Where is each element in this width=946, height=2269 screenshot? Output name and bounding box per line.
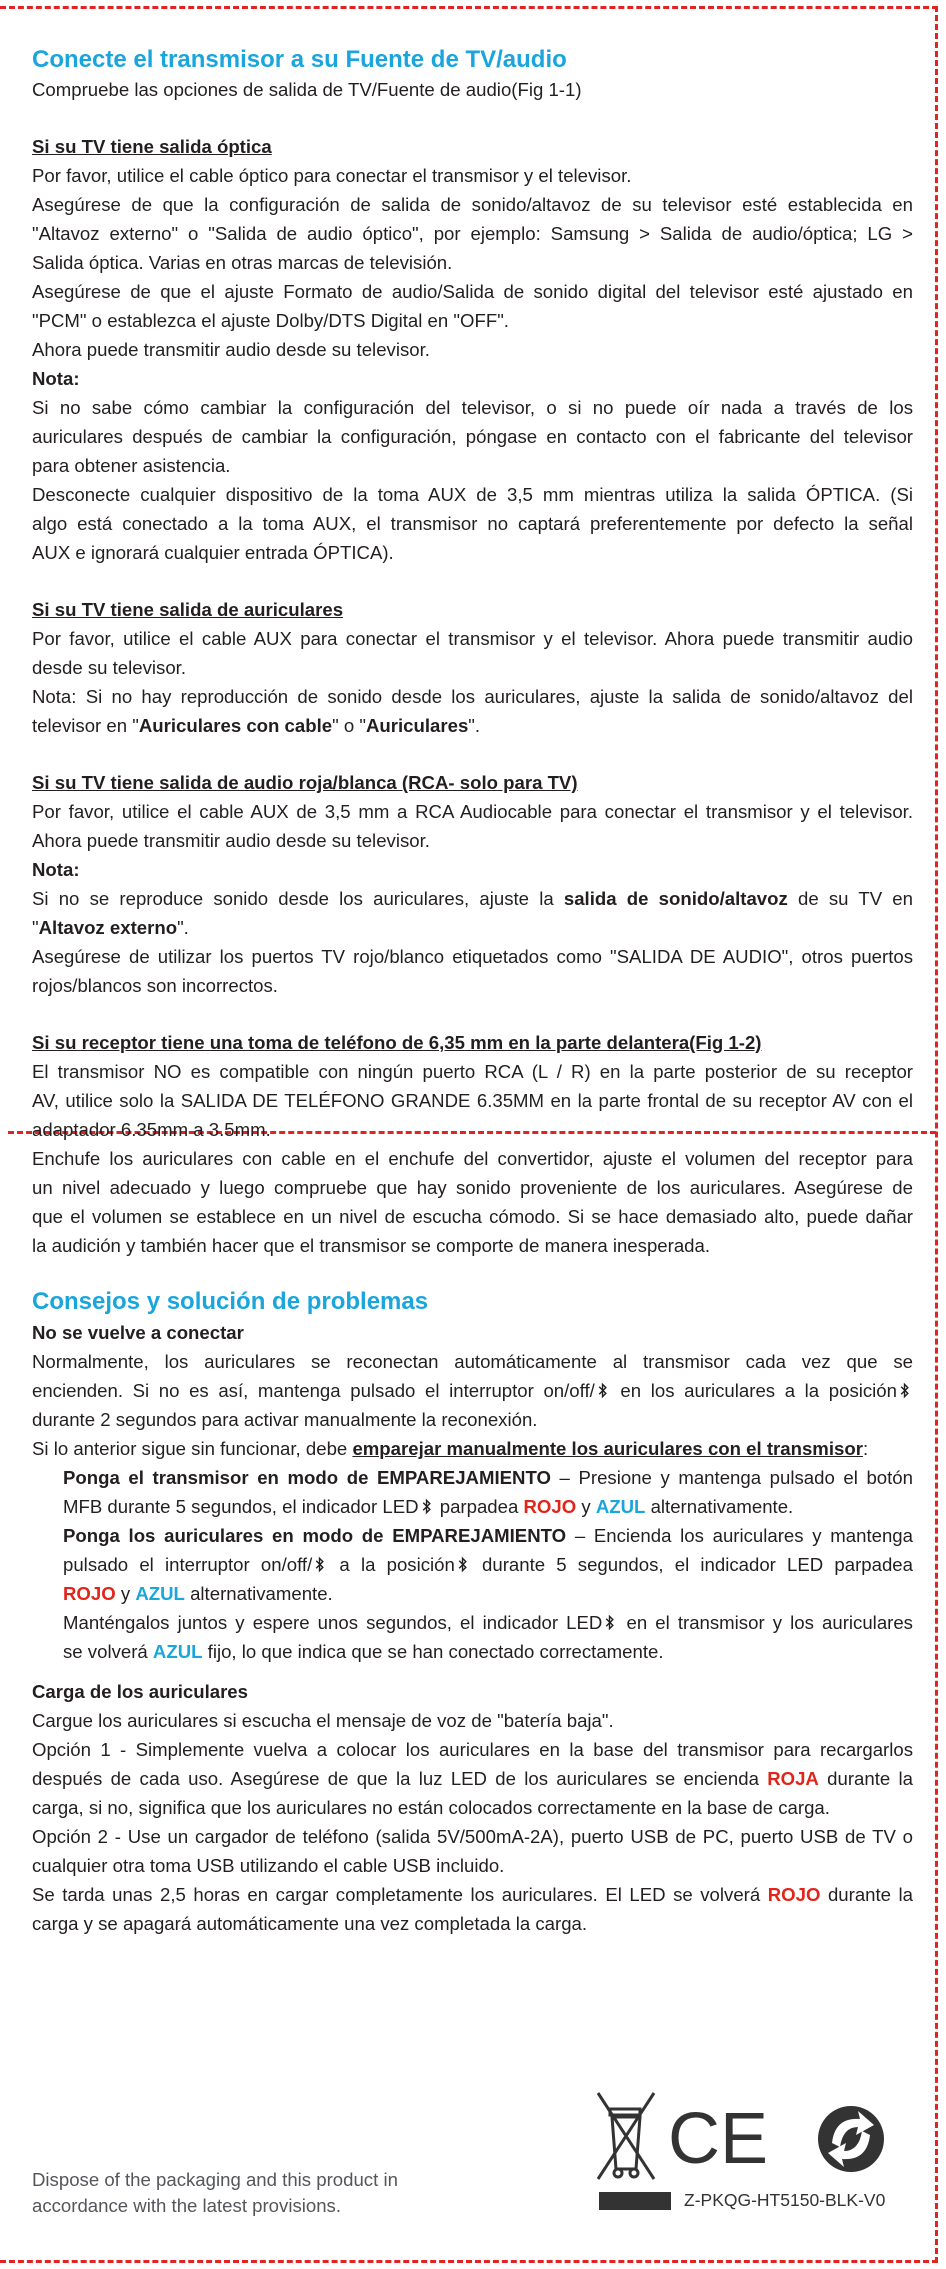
green-dot-recycle-icon xyxy=(818,2106,884,2172)
text-run: ". xyxy=(468,715,481,736)
pairing-step-line xyxy=(63,1463,913,1492)
receiver-line: un nivel adecuado y luego compruebe que hay sonido proveniente de los auriculares. Asegúrese de xyxy=(32,1177,913,1198)
text-run-bold: salida de sonido/altavoz xyxy=(563,888,788,909)
rca-line xyxy=(32,884,913,913)
bluetooth-icon xyxy=(458,1556,468,1573)
text-run-red: ROJO xyxy=(523,1496,577,1517)
optical-title: Si su TV tiene salida óptica xyxy=(32,136,272,157)
rca-line: Por favor, utilice el cable AUX de 3,5 mm a RCA Audiocable para conectar el transmisor y el televisor. xyxy=(32,801,913,822)
disposal-line: Dispose of the packaging and this product in xyxy=(32,2169,398,2190)
text-run: alternativamente. xyxy=(645,1496,794,1517)
text-run: Si lo anterior sigue sin funcionar, debe xyxy=(32,1438,353,1459)
section-heading-connect: Conecte el transmisor a su Fuente de TV/audio xyxy=(32,46,567,73)
charge-line: Cargue los auriculares si escucha el mensaje de voz de "batería baja". xyxy=(32,1710,614,1731)
disposal-line: accordance with the latest provisions. xyxy=(32,2195,342,2216)
text-run: televisor en " xyxy=(32,715,139,736)
optical-note-label: Nota: xyxy=(32,368,80,389)
text-run: después de cada uso. Asegúrese de que la luz LED de los auriculares se encienda xyxy=(32,1768,768,1789)
headphone-line: Por favor, utilice el cable AUX para conectar el transmisor y el televisor. Ahora puede transmitir audio xyxy=(32,628,913,649)
text-run-bold: Auriculares con cable xyxy=(138,715,333,736)
text-run: durante la xyxy=(818,1768,913,1789)
text-run: de su TV en xyxy=(787,888,913,909)
optical-line: Ahora puede transmitir audio desde su televisor. xyxy=(32,339,430,360)
text-run: en el transmisor y los auriculares xyxy=(618,1612,913,1633)
optical-line: "PCM" o establezca el ajuste Dolby/DTS Digital en "OFF". xyxy=(32,310,509,331)
section-subline: Compruebe las opciones de salida de TV/Fuente de audio(Fig 1-1) xyxy=(32,79,582,100)
reconnect-line: durante 2 segundos para activar manualmente la reconexión. xyxy=(32,1409,538,1430)
pairing-step-line xyxy=(63,1579,913,1608)
text-run-red: ROJA xyxy=(767,1768,819,1789)
text-run-red: ROJO xyxy=(767,1884,821,1905)
disposal-notice xyxy=(32,2167,532,2219)
charge-line: Opción 2 - Use un cargador de teléfono (salida 5V/500mA-2A), puerto USB de PC, puerto USB de TV o xyxy=(32,1826,913,1847)
optical-line: Por favor, utilice el cable óptico para conectar el transmisor y el televisor. xyxy=(32,165,632,186)
charge-line xyxy=(32,1880,913,1909)
text-run: parpadea xyxy=(434,1496,524,1517)
charge-title: Carga de los auriculares xyxy=(32,1681,248,1702)
receiver-line: Enchufe los auriculares con cable en el enchufe del convertidor, ajuste el volumen del receptor para xyxy=(32,1148,913,1169)
optical-line: Desconecte cualquier dispositivo de la toma AUX de 3,5 mm mientras utiliza la salida ÓPTICA. (Si xyxy=(32,484,913,505)
text-run: " o " xyxy=(332,715,366,736)
text-run: " xyxy=(32,917,39,938)
bluetooth-icon xyxy=(605,1614,615,1631)
rca-line: Ahora puede transmitir audio desde su televisor. xyxy=(32,830,430,851)
text-run-bold: Auriculares xyxy=(365,715,469,736)
barcode-block xyxy=(599,2192,671,2210)
text-run: ". xyxy=(177,917,189,938)
rca-line xyxy=(32,913,913,942)
reconnect-line xyxy=(32,1376,913,1405)
rca-line: Asegúrese de utilizar los puertos TV rojo/blanco etiquetados como "SALIDA DE AUDIO", otros puertos xyxy=(32,946,913,967)
rca-title: Si su TV tiene salida de audio roja/blanca (RCA- solo para TV) xyxy=(32,772,578,793)
optical-line: "Altavoz externo" o "Salida de audio óptico", por ejemplo: Samsung > Salida de audio/óptica; LG > xyxy=(32,223,913,244)
bluetooth-icon xyxy=(422,1498,432,1515)
charge-line: Opción 1 - Simplemente vuelva a colocar los auriculares en la base del transmisor para recargarlos xyxy=(32,1739,913,1760)
model-number: Z-PKQG-HT5150-BLK-V0 xyxy=(684,2190,886,2210)
charge-line: carga y se apagará automáticamente una vez completada la carga. xyxy=(32,1913,588,1934)
headphone-line xyxy=(32,711,913,740)
text-run: Se tarda unas 2,5 horas en cargar completamente los auriculares. El LED se volverá xyxy=(32,1884,768,1905)
cut-line-bottom xyxy=(0,2260,938,2263)
text-run: MFB durante 5 segundos, el indicador LED xyxy=(63,1496,419,1517)
text-run-underlined: emparejar manualmente los auriculares con el transmisor xyxy=(352,1438,863,1459)
bluetooth-icon xyxy=(900,1382,910,1399)
pairing-step-line xyxy=(63,1492,913,1521)
receiver-line: adaptador 6.35mm a 3.5mm. xyxy=(32,1119,271,1140)
optical-line: Salida óptica. Varias en otras marcas de televisión. xyxy=(32,252,453,273)
rca-line: rojos/blancos son incorrectos. xyxy=(32,975,278,996)
text-run: – Encienda los auriculares y mantenga xyxy=(566,1525,913,1546)
text-run: se volverá xyxy=(63,1641,153,1662)
text-run: pulsado el interruptor on/off/ xyxy=(63,1554,313,1575)
receiver-title: Si su receptor tiene una toma de teléfono de 6,35 mm en la parte delantera(Fig 1-2) xyxy=(32,1032,762,1053)
optical-line: Asegúrese de que la configuración de salida de sonido/altavoz de su televisor esté establecida en xyxy=(32,194,913,215)
receiver-line: AV, utilice solo la SALIDA DE TELÉFONO GRANDE 6.35MM en la parte frontal de su receptor AV con el xyxy=(32,1090,913,1111)
optical-line: algo está conectado a la toma AUX, el transmisor no captará preferentemente por defecto la señal xyxy=(32,513,913,534)
section-heading-tips: Consejos y solución de problemas xyxy=(32,1288,429,1315)
reconnect-line xyxy=(32,1434,913,1463)
pairing-step-line xyxy=(63,1521,913,1550)
receiver-line: El transmisor NO es compatible con ningún puerto RCA (L / R) en la parte posterior de su receptor xyxy=(32,1061,913,1082)
text-run-bold: Ponga el transmisor en modo de EMPAREJAMIENTO xyxy=(63,1467,551,1488)
text-run: durante la xyxy=(820,1884,913,1905)
headphone-line: desde su televisor. xyxy=(32,657,187,678)
text-run: en los auriculares a la posición xyxy=(610,1380,897,1401)
text-run: y xyxy=(115,1583,136,1604)
text-run-blue: AZUL xyxy=(135,1583,185,1604)
reconnect-title: No se vuelve a conectar xyxy=(32,1322,244,1343)
text-run: fijo, lo que indica que se han conectado correctamente. xyxy=(202,1641,664,1662)
optical-line: Si no sabe cómo cambiar la configuración del televisor, o si no puede oír nada a través de los xyxy=(32,397,913,418)
charge-line xyxy=(32,1764,913,1793)
cut-line-right xyxy=(935,6,938,2263)
text-run: Manténgalos juntos y espere unos segundos, el indicador LED xyxy=(63,1612,603,1633)
optical-line: auriculares después de cambiar la configuración, póngase en contacto con el fabricante del televisor xyxy=(32,426,913,447)
headphone-title: Si su TV tiene salida de auriculares xyxy=(32,599,344,620)
receiver-line: la audición y también hacer que el transmisor se comporte de manera inesperada. xyxy=(32,1235,711,1256)
text-run: durante 5 segundos, el indicador LED parpadea xyxy=(470,1554,913,1575)
rca-note-label: Nota: xyxy=(32,859,80,880)
text-run-blue: AZUL xyxy=(152,1641,203,1662)
optical-line: Asegúrese de que el ajuste Formato de audio/Salida de sonido digital del televisor esté ajustado en xyxy=(32,281,913,302)
ce-mark-icon xyxy=(668,2099,768,2179)
compliance-symbols xyxy=(592,2087,892,2187)
text-run: Si no se reproduce sonido desde los auriculares, ajuste la xyxy=(32,888,564,909)
pairing-step-line xyxy=(63,1637,913,1666)
text-run: a la posición xyxy=(328,1554,455,1575)
text-run: y xyxy=(576,1496,596,1517)
ce-mark-text: CE xyxy=(668,2099,769,2179)
charge-line: carga, si no, significa que los auriculares no están colocados correctamente en la base de carga. xyxy=(32,1797,830,1818)
bluetooth-icon xyxy=(315,1556,325,1573)
text-run: encienden. Si no es así, mantenga pulsado el interruptor on/off/ xyxy=(32,1380,595,1401)
optical-line: para obtener asistencia. xyxy=(32,455,231,476)
text-run: alternativamente. xyxy=(184,1583,333,1604)
reconnect-line: Normalmente, los auriculares se reconectan automáticamente al transmisor cada vez que se xyxy=(32,1351,913,1372)
receiver-line: que el volumen se establece en un nivel de escucha cómodo. Si se hace demasiado alto, puede dañar xyxy=(32,1206,913,1227)
text-run-bold: Ponga los auriculares en modo de EMPAREJAMIENTO xyxy=(63,1525,567,1546)
text-run: : xyxy=(862,1438,869,1459)
text-run: – Presione y mantenga pulsado el botón xyxy=(550,1467,913,1488)
headphone-line: Nota: Si no hay reproducción de sonido desde los auriculares, ajuste la salida de sonido/altavoz del xyxy=(32,686,913,707)
weee-crossed-bin-icon xyxy=(598,2093,654,2179)
text-run-red: ROJO xyxy=(63,1583,116,1604)
text-run-bold: Altavoz externo xyxy=(38,917,178,938)
pairing-step-line xyxy=(63,1550,913,1579)
pairing-step-line xyxy=(63,1608,913,1637)
cut-line-top xyxy=(0,6,938,9)
optical-line: AUX e ignorará cualquier entrada ÓPTICA). xyxy=(32,542,394,563)
charge-line: cualquier otra toma USB utilizando el cable USB incluido. xyxy=(32,1855,505,1876)
text-run-blue: AZUL xyxy=(595,1496,646,1517)
bluetooth-icon xyxy=(598,1382,608,1399)
